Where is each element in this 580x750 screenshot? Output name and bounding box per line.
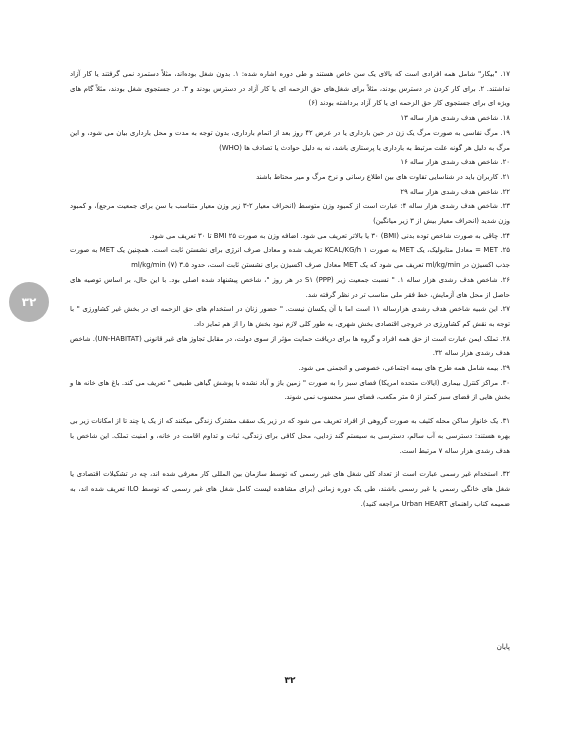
endnote-20: ۲۰. شاخص هدف رشدی هزار ساله ۱۶ [400, 158, 510, 167]
endnote-25: ۲۵. MET = معادل متابولیک، یک MET به صورت ۱ KCAL/KG/h تعریف شده و معادل صرف انرژی برای نشستن ثابت است. همچنین یک MET به صورت جذب اکسیژن در ml/kg/min تعریف می شود که یک MET معادل صرف اکسیژن برای نشستن ثابت است، حدود ۳.۵ ml/kg/min (۷) [70, 246, 510, 270]
endnote-32: ۳۲. استخدام غیر رسمی عبارت است از تعداد کلی شغل های غیر رسمی که توسط سازمان بین المللی کار معرفی شده اند، چه در تشکیلات اقتصادی یا شغل های خانگی رسمی یا غیر رسمی باشند، طی یک دوره زمانی (برای مشاهده لیست کامل شغل های غیر رسمی که توسط ILO تعریف شده اند، به ضمیمه کتاب راهنمای Urban HEART مراجعه کنید). [70, 470, 510, 508]
endnote-23: ۲۳. شاخص هدف رشدی هزار ساله ۴: عبارت است از کمبود وزن متوسط (انحراف معیار ۲-۳ زیر وزن معیار متناسب با سن برای جمعیت مرجع)، و کمبود وزن شدید (انحراف معیار بیش از ۳ زیر میانگین) [70, 202, 510, 226]
endnotes-body [70, 67, 510, 511]
page-number-tab [9, 282, 49, 322]
page-number-tab-label: ۳۲ [21, 295, 37, 309]
endnote-22: ۲۲. شاخص هدف رشدی هزار ساله ۲۹ [400, 187, 510, 196]
endnote-24: ۲۴. چاقی به صورت شاخص توده بدنی (BMI) ۳۰ یا بالاتر تعریف می شود. اضافه وزن به صورت ۲۵ BMI تا ۳۰ تعریف می شود. [149, 231, 510, 240]
endnote-31: ۳۱. یک خانوار ساکن محله کثیف به صورت گروهی از افراد تعریف می شود که در زیر یک سقف مشترک زندگی میکنند که از یک یا چند تا از امکانات زیر بی بهره هستند: دسترسی به آب سالم، دسترسی به سیستم گند زدایی، محل کافی برای زندگی، ثبات و تداوم اقامت در خانه، و امنیت تملک. این شاخص با هدف رشدی هزار ساله ۷ مرتبط است. [70, 417, 510, 455]
endnote-28: ۲۸. تملک ایمن عبارت است از حق همه افراد و گروه ها برای دریافت حمایت مؤثر از سوی دولت، در مقابل تجاوز های غیر قانونی (UN-HABITAT). شاخص هدف رشدی هزار ساله ۳۲. [70, 334, 510, 358]
page-number: ۳۲ [284, 676, 296, 686]
endnote-18: ۱۸. شاخص هدف رشدی هزار ساله ۱۳ [400, 114, 510, 123]
endnote-27: ۲۷. این شبیه شاخص هدف رشدی هزارساله ۱۱ است اما با آن یکسان نیست. " حضور زنان در استخدام های حق الزحمه ای در بخش غیر کشاورزی " با توجه به نقش کم کشاورزی در خروجی اقتصادی بخش شهری، به طور کلی لازم نبود بخش ها را از هم تمایز داد. [70, 305, 510, 328]
endnote-17: ۱۷. "بیکار" شامل همه افرادی است که بالای یک سن خاص هستند و طی دوره اشاره شده: ۱. بدون شغل بوده‌اند، مثلاً دستمزد نمی گرفتند یا کار آزاد نداشتند. ۲. برای کار کردن در دسترس بودند، مثلاً برای شغل‌های حق الزحمه ای یا کار آزاد در دسترس بودند و ۳. در جستجوی شغل بودند، مثلاً گام های ویژه ای برای جستجوی کار حق الزحمه ای یا کار آزاد برداشته بودند (۶) [70, 70, 510, 108]
endnote-29: ۲۹. بیمه شامل همه طرح های بیمه اجتماعی، خصوصی و انجمنی می شود. [298, 364, 510, 373]
end-label: پایان [496, 643, 510, 651]
endnote-19: ۱۹. مرگ نفاسی به صورت مرگ یک زن در حین بارداری یا در عرض ۴۲ روز بعد از اتمام بارداری، بدون توجه به مدت و محل بارداری بیان می شود، و این مرگ به دلیل هر گونه علت مرتبط به بارداری یا پرستاری باشد، نه به دلیل حوادث یا تصادف ها (WHO) [70, 128, 511, 152]
endnote-30: ۳۰. مراکز کنترل بیماری (ایالات متحده امریکا) فضای سبز را به صورت " زمین باز و آباد نشده با پوشش گیاهی طبیعی " تعریف می کند. باغ های خانه ها و بخش هایی از فضای سبز کمتر از ۵ متر مکعب، فضای سبز محسوب نمی شوند. [70, 378, 510, 402]
endnote-26: ۲۶. شاخص هدف رشدی هزار ساله ۱. " نسبت جمعیت زیر S۱ (PPP) در هر روز "، شاخص پیشنهاد شده اصلی بود. با این حال، بر اساس توصیه های حاصل از محل های آزمایش، خط فقر ملی مناسب تر در نظر گرفته شد. [70, 275, 510, 299]
endnote-21: ۲۱. کاربران باید در شناسایی تفاوت های بین اطلاع رسانی و نرخ مرگ و میر محتاط باشند [256, 172, 510, 181]
